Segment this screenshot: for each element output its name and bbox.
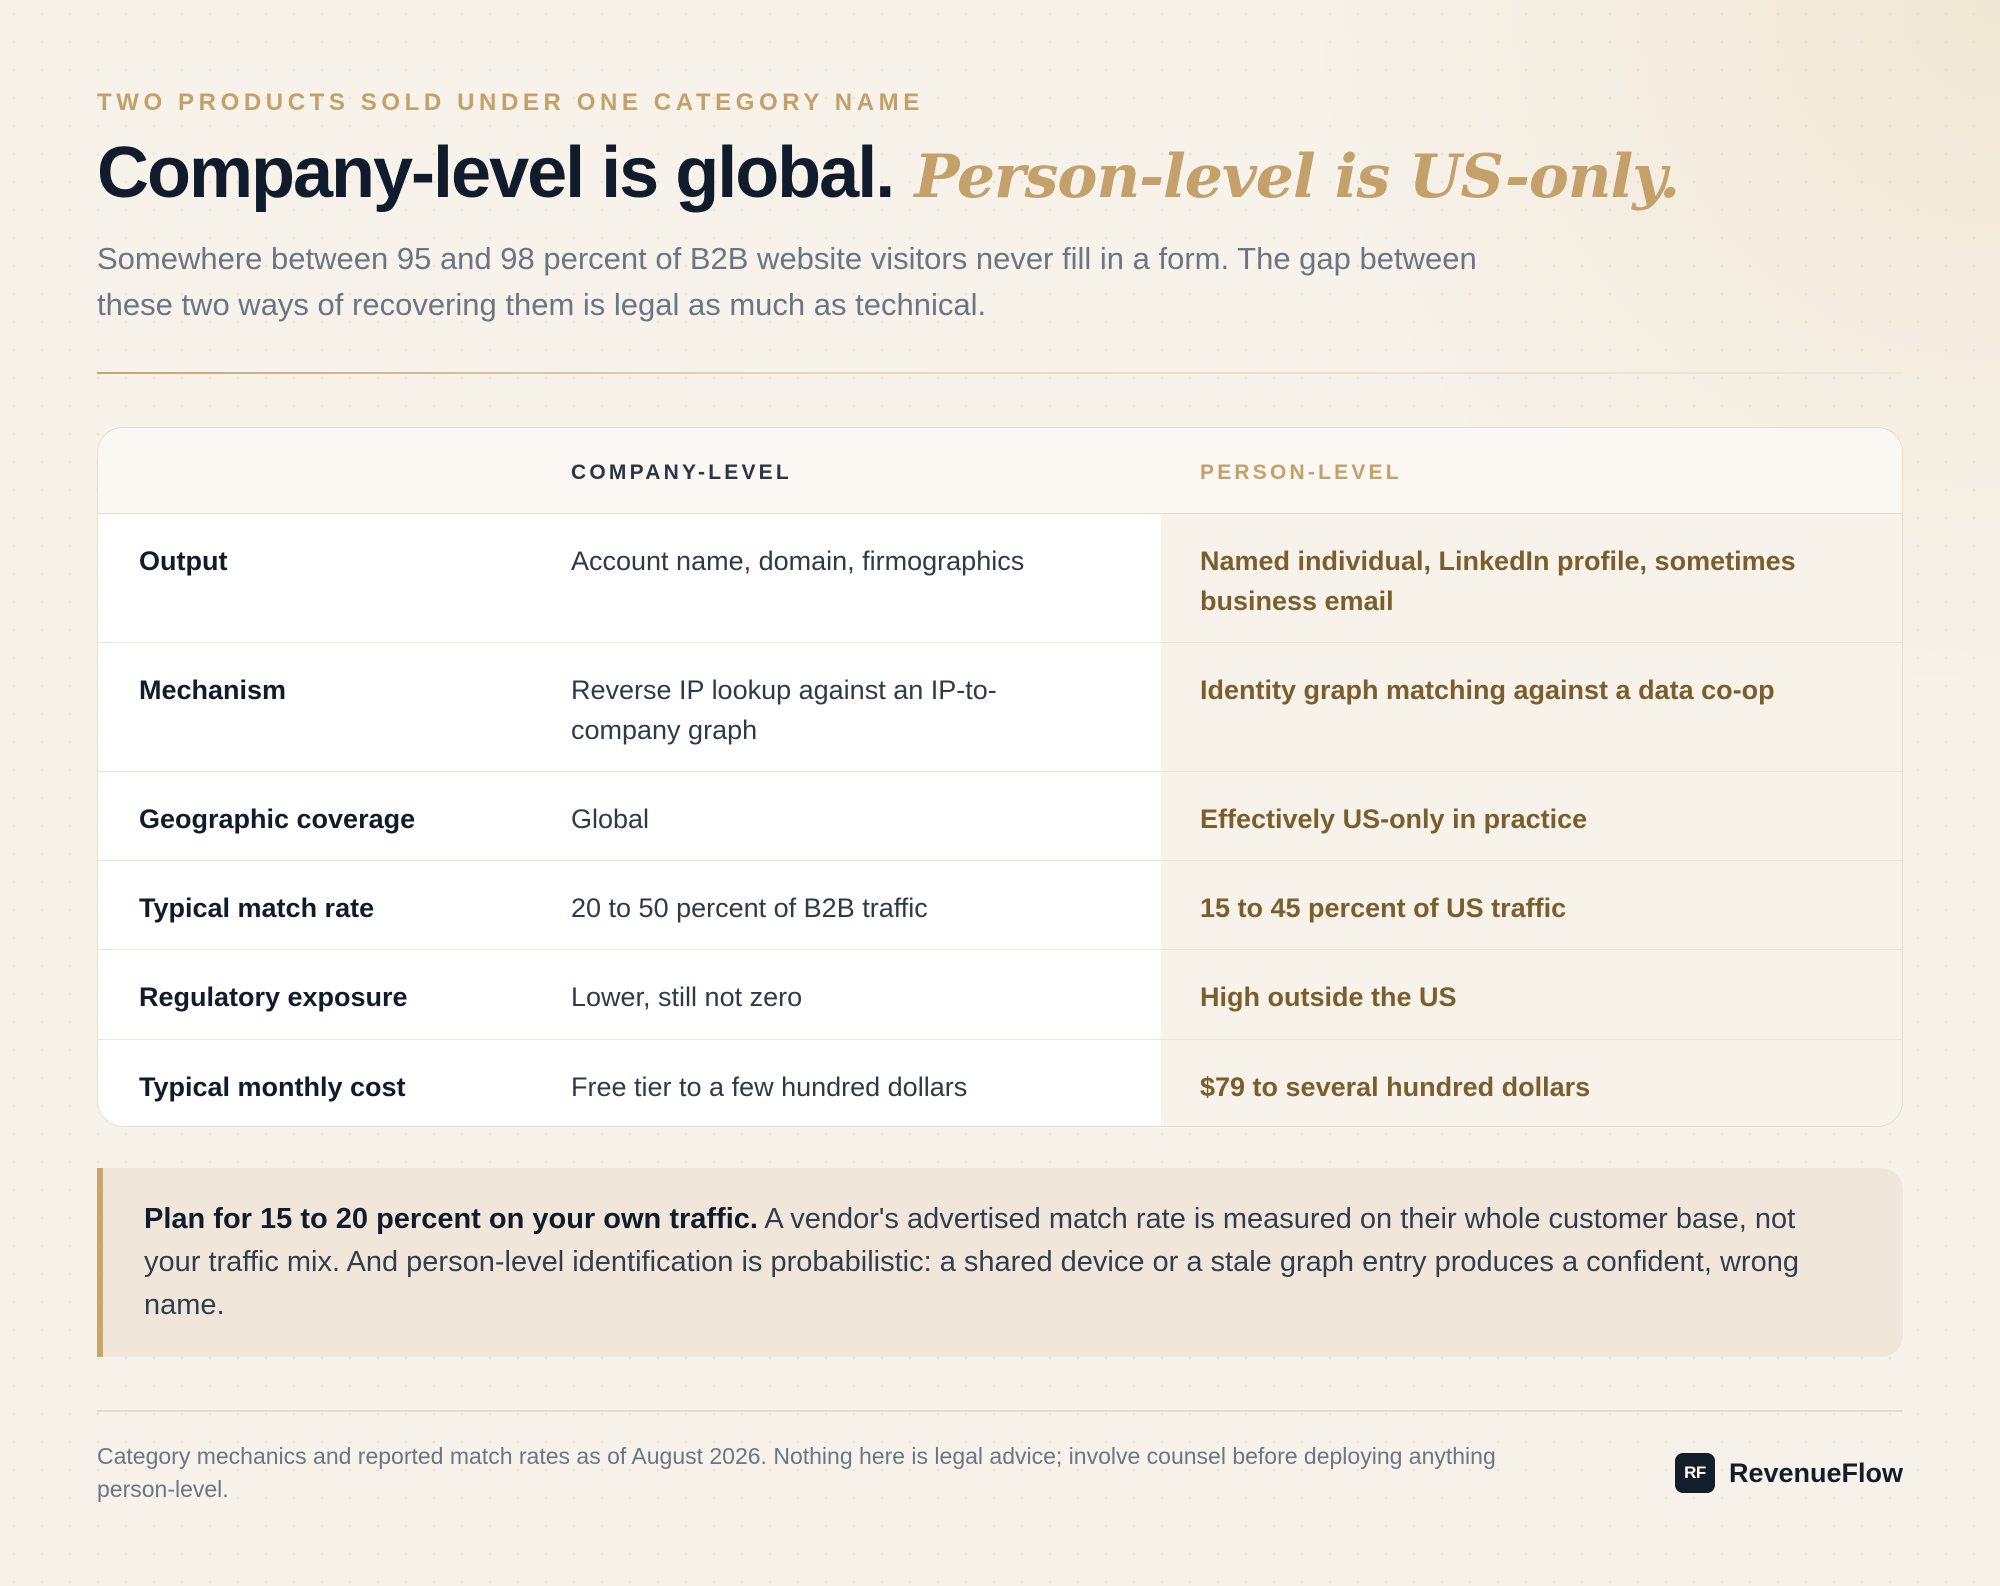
row-label: Regulatory exposure bbox=[139, 982, 408, 1012]
table-row bbox=[98, 643, 1902, 772]
person-cell: $79 to several hundred dollars bbox=[1200, 1072, 1591, 1102]
person-cell: 15 to 45 percent of US traffic bbox=[1200, 893, 1567, 923]
table-header bbox=[98, 428, 1902, 514]
title-main: Company-level is global. bbox=[97, 133, 894, 213]
row-label: Typical match rate bbox=[139, 893, 375, 923]
column-header-company: COMPANY-LEVEL bbox=[571, 461, 792, 484]
company-cell: Reverse IP lookup against an IP-to-company graph bbox=[571, 675, 997, 745]
callout bbox=[97, 1168, 1903, 1357]
company-cell: Free tier to a few hundred dollars bbox=[571, 1072, 968, 1102]
page-title bbox=[97, 132, 1679, 214]
person-cell: Effectively US-only in practice bbox=[1200, 804, 1588, 834]
table-row bbox=[98, 514, 1902, 643]
title-accent: Person-level is US-only. bbox=[914, 142, 1680, 212]
company-cell: Global bbox=[571, 804, 650, 834]
footnote: Category mechanics and reported match rates as of August 2026. Nothing here is legal advice; involve counsel before deploying anything person-level. bbox=[97, 1443, 1496, 1502]
brand bbox=[1675, 1453, 1903, 1493]
divider bbox=[97, 372, 1903, 374]
brand-logo-icon: RF bbox=[1675, 1453, 1715, 1493]
company-cell: Account name, domain, firmographics bbox=[571, 546, 1025, 576]
person-cell: Identity graph matching against a data co-op bbox=[1200, 675, 1775, 705]
brand-name: RevenueFlow bbox=[1728, 1457, 1903, 1488]
callout-body: A vendor's advertised match rate is measured on their whole customer base, not your traffic mix. And person-level identification is probabilistic: a shared device or a stale graph entry produces a confident, wrong name. bbox=[144, 1203, 1799, 1321]
row-label: Typical monthly cost bbox=[139, 1072, 406, 1102]
callout-lead: Plan for 15 to 20 percent on your own traffic. bbox=[144, 1203, 758, 1235]
company-cell: 20 to 50 percent of B2B traffic bbox=[571, 893, 928, 923]
lede: Somewhere between 95 and 98 percent of B2B website visitors never fill in a form. The gap between these two ways of recovering them is legal as much as technical. bbox=[97, 241, 1477, 322]
row-label: Output bbox=[139, 546, 228, 576]
person-cell: Named individual, LinkedIn profile, sometimes business email bbox=[1200, 546, 1796, 616]
table-row bbox=[98, 772, 1902, 861]
eyebrow: TWO PRODUCTS SOLD UNDER ONE CATEGORY NAME bbox=[97, 89, 924, 116]
person-cell: High outside the US bbox=[1200, 982, 1457, 1012]
table-row bbox=[98, 861, 1902, 950]
company-cell: Lower, still not zero bbox=[571, 982, 803, 1012]
table-row bbox=[98, 950, 1902, 1040]
row-label: Mechanism bbox=[139, 675, 287, 705]
table-row bbox=[98, 1040, 1902, 1127]
footer-divider bbox=[97, 1410, 1903, 1412]
column-header-person: PERSON-LEVEL bbox=[1200, 461, 1402, 484]
row-label: Geographic coverage bbox=[139, 804, 416, 834]
comparison-table bbox=[97, 427, 1903, 1127]
